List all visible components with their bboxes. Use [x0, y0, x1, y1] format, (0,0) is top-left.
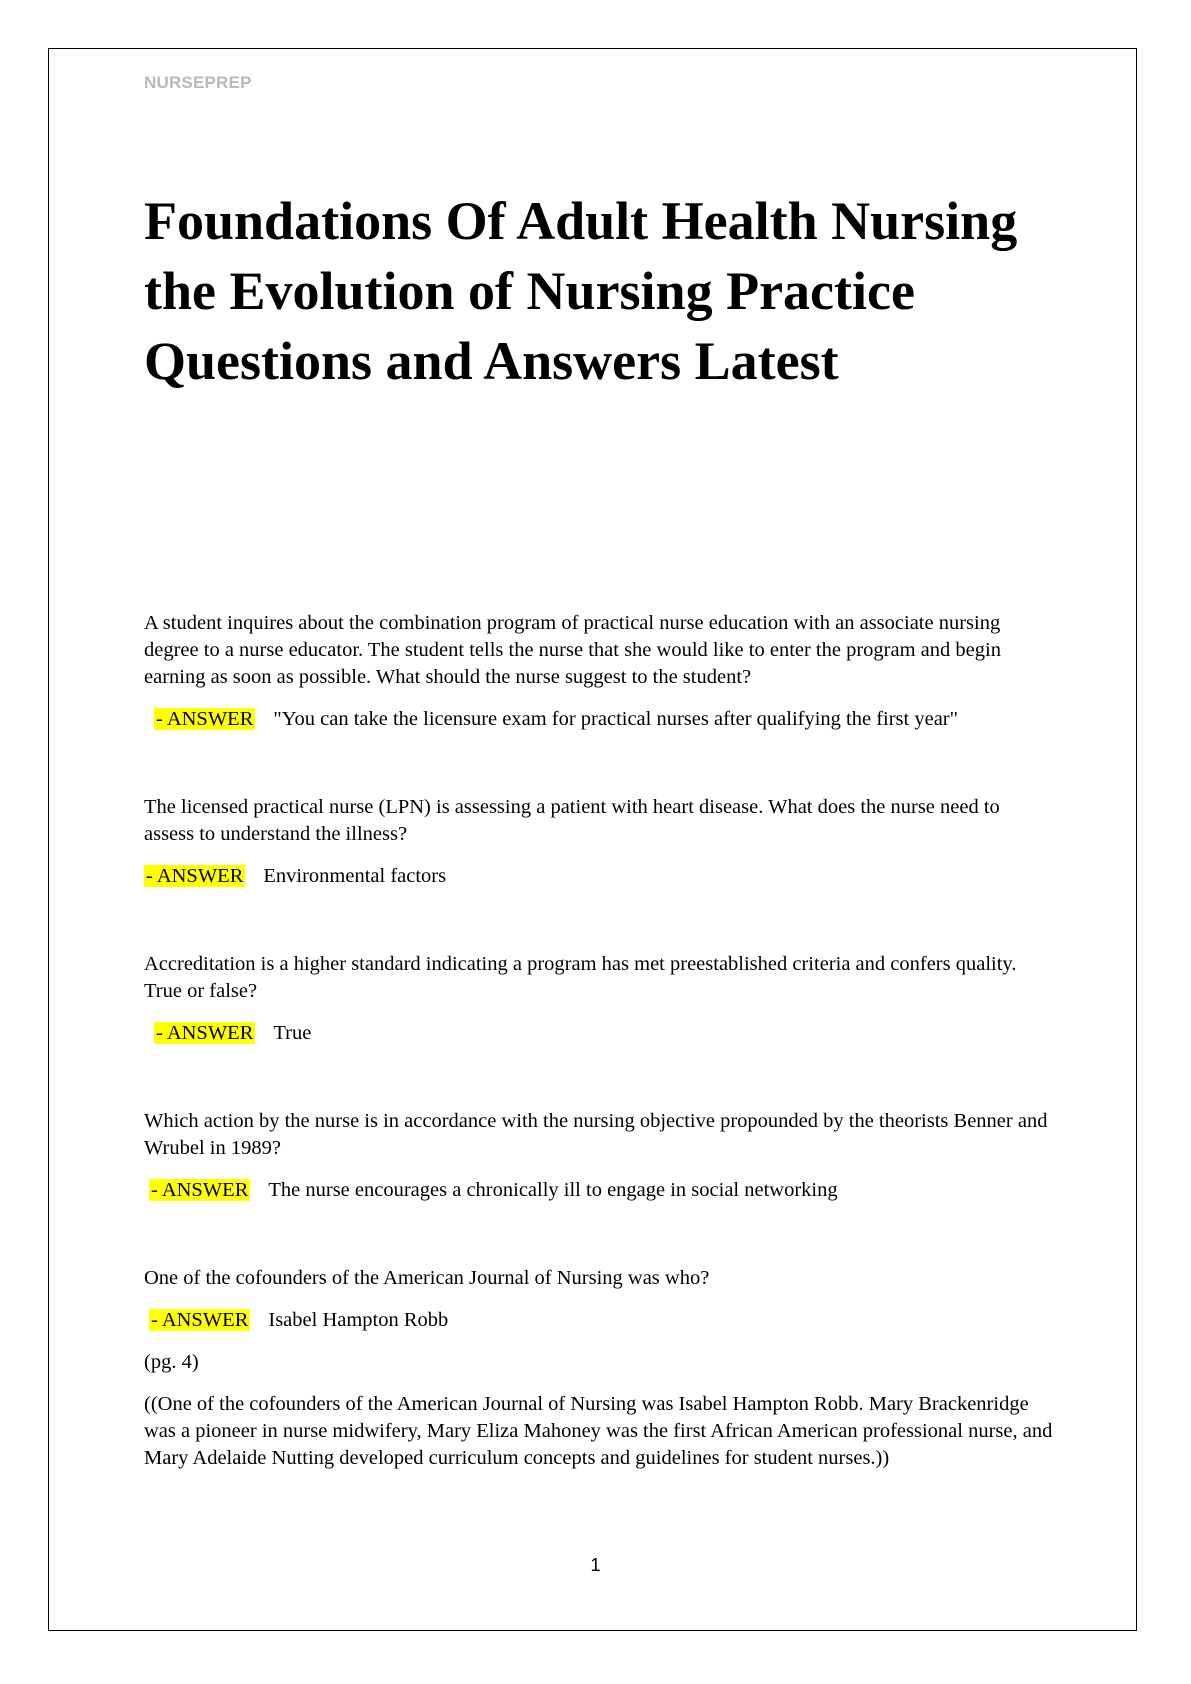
answer-label: - ANSWER — [156, 1022, 254, 1044]
qa-item — [144, 794, 1054, 890]
answer-text: Environmental factors — [263, 865, 447, 887]
question-text: Accreditation is a higher standard indicating a program has met preestablished criteria and confers quality. True or false? — [144, 953, 1017, 1002]
spacer — [144, 733, 1054, 794]
qa-item — [144, 610, 1054, 733]
qa-item — [144, 1108, 1054, 1204]
answer-label: - ANSWER — [151, 1179, 249, 1201]
qa-list — [144, 610, 1054, 1472]
document-title: Foundations Of Adult Health Nursing the Evolution of Nursing Practice Questions and Answers Latest — [144, 191, 1018, 391]
answer-label: - ANSWER — [156, 708, 254, 730]
spacer — [144, 1204, 1054, 1265]
answer-line — [154, 706, 1054, 733]
spacer — [144, 1047, 1054, 1108]
question-text: The licensed practical nurse (LPN) is assessing a patient with heart disease. What does the nurse need to assess to understand the illness? — [144, 796, 1000, 845]
answer-label: - ANSWER — [151, 1309, 249, 1331]
page-reference: (pg. 4) — [144, 1351, 199, 1373]
answer-text: "You can take the licensure exam for practical nurses after qualifying the first year" — [273, 708, 959, 730]
qa-item — [144, 951, 1054, 1047]
answer-line — [154, 1020, 1054, 1047]
answer-explanation: ((One of the cofounders of the American Journal of Nursing was Isabel Hampton Robb. Mary Brackenridge was a pioneer in nurse midwifery, Mary Eliza Mahoney was the first African American professional nurse, and Mary Adelaide Nutting developed curriculum concepts and guidelines for student nurses.)) — [144, 1393, 1053, 1469]
qa-item — [144, 1265, 1054, 1472]
answer-text: True — [273, 1022, 312, 1044]
spacer — [144, 890, 1054, 951]
question-text: One of the cofounders of the American Journal of Nursing was who? — [144, 1267, 710, 1289]
brand-logo-text: NURSEPREP — [144, 73, 252, 92]
answer-line — [144, 863, 1054, 890]
question-text: A student inquires about the combination program of practical nurse education with an associate nursing degree to a nurse educator. The student tells the nurse that she would like to enter the program and begin earning as soon as possible. What should the nurse suggest to the student? — [144, 612, 1001, 688]
question-text: Which action by the nurse is in accordance with the nursing objective propounded by the theorists Benner and Wrubel in 1989? — [144, 1110, 1048, 1159]
answer-label: - ANSWER — [146, 865, 244, 887]
answer-text: The nurse encourages a chronically ill to engage in social networking — [268, 1179, 838, 1201]
answer-line — [149, 1177, 1054, 1204]
answer-line — [149, 1307, 1054, 1334]
answer-text: Isabel Hampton Robb — [268, 1309, 449, 1331]
page-number: 1 — [590, 1555, 601, 1575]
